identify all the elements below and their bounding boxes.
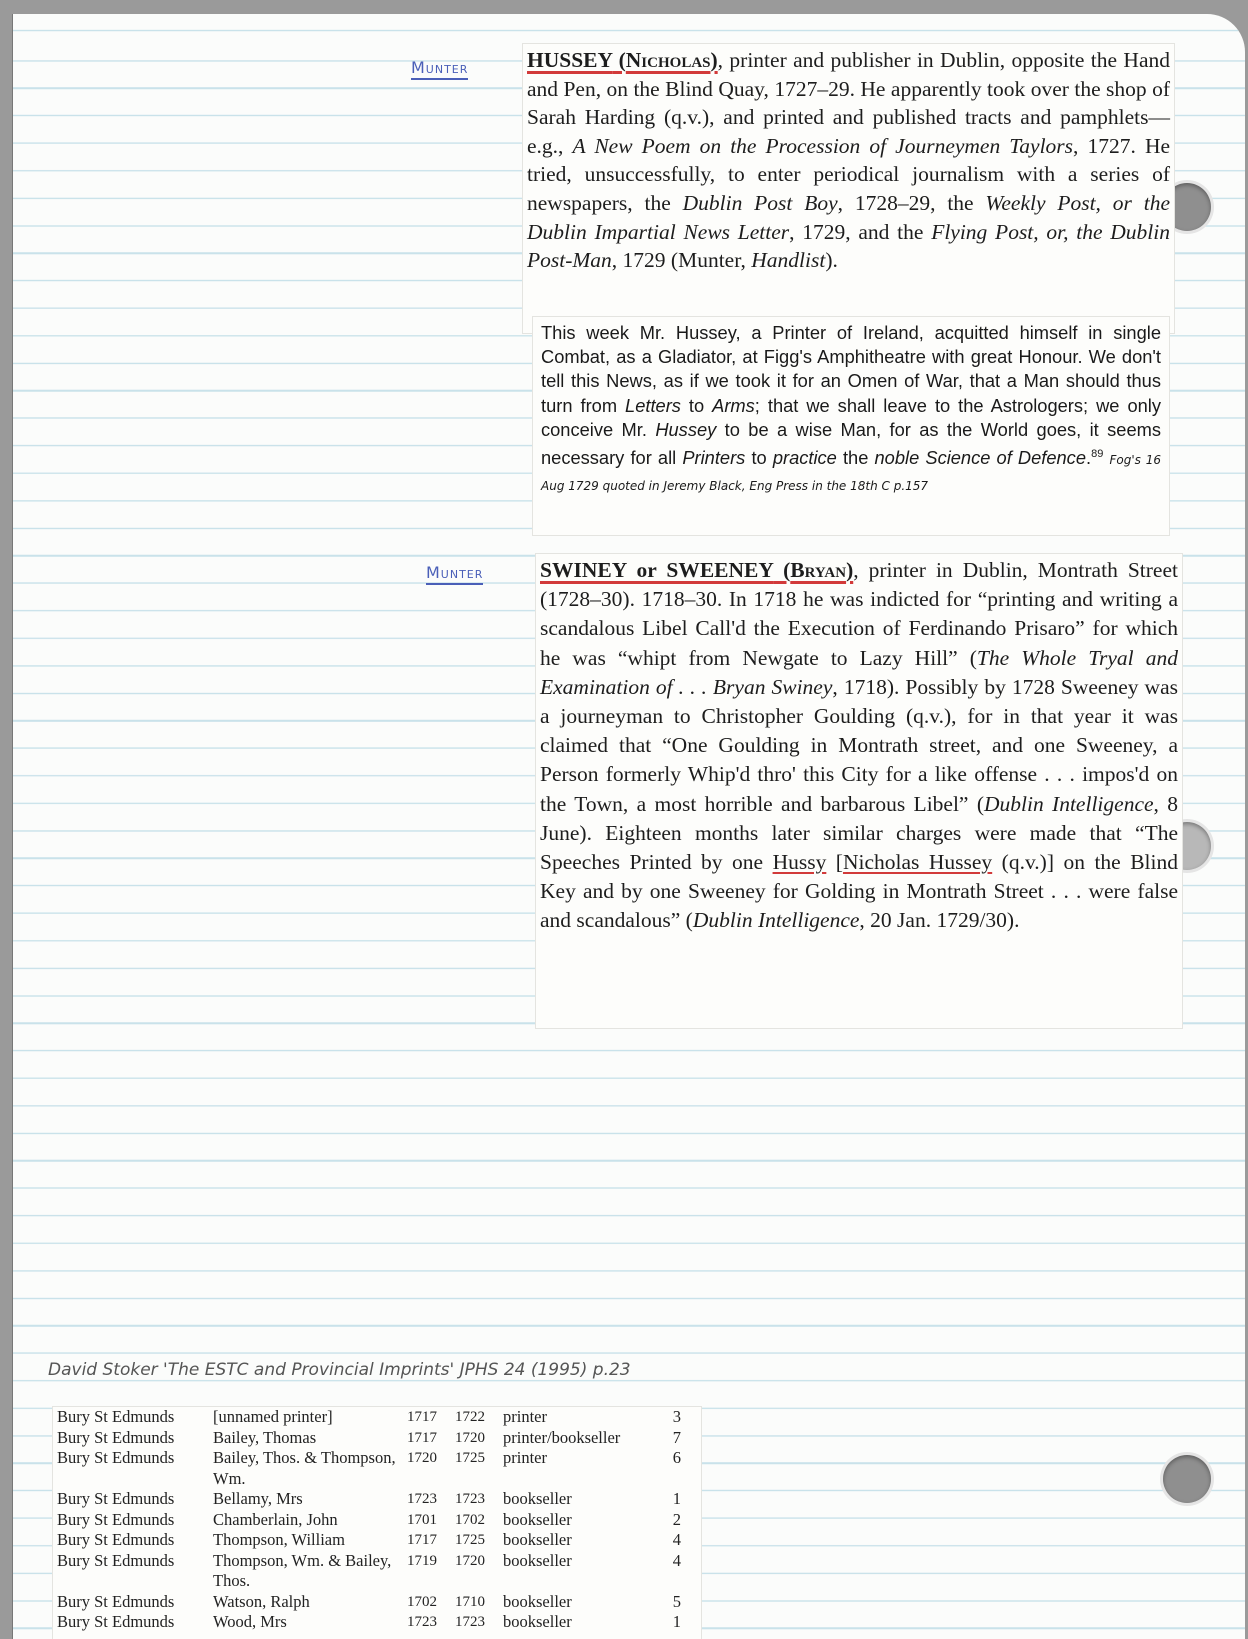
imprint-from: 1723	[407, 1491, 437, 1507]
margin-note-munter-1: Munter	[411, 58, 468, 80]
imprints-table-clipping	[53, 1407, 701, 1639]
imprint-trade: printer/bookseller	[503, 1427, 621, 1447]
imprint-to: 1722	[455, 1409, 485, 1425]
imprint-row	[57, 1592, 687, 1613]
imprint-place: Bury St Edmunds	[57, 1509, 175, 1529]
imprint-from: 1723	[407, 1614, 437, 1630]
imprint-from: 1717	[407, 1409, 437, 1425]
imprint-row	[57, 1612, 687, 1633]
imprint-trade: bookseller	[503, 1612, 572, 1631]
imprint-to: 1720	[455, 1429, 485, 1446]
hussey-entry-clipping	[523, 44, 1174, 333]
gladiator-quote-clipping	[533, 317, 1169, 535]
handwritten-citation: Fog's 16 Aug 1729 quoted in Jeremy Black, Eng Press in the 18th C p.157	[541, 453, 1162, 494]
imprint-from: 1701	[407, 1511, 437, 1528]
imprint-name: Thompson, William	[213, 1530, 345, 1549]
imprint-name: Chamberlain, John	[213, 1509, 338, 1529]
imprint-count: 3	[672, 1407, 681, 1426]
imprint-place: Bury St Edmunds	[57, 1591, 175, 1611]
imprint-from: 1717	[407, 1532, 437, 1548]
imprint-name: Bailey, Thos. & Thompson, Wm.	[213, 1448, 396, 1488]
imprint-count: 4	[672, 1530, 681, 1549]
imprint-place: Bury St Edmunds	[57, 1407, 175, 1426]
imprint-row	[57, 1489, 687, 1510]
imprint-trade: bookseller	[503, 1489, 572, 1508]
imprint-trade: printer	[503, 1448, 547, 1467]
imprint-name: Wood, Mrs	[213, 1612, 287, 1631]
imprint-from: 1717	[407, 1429, 437, 1446]
margin-note-munter-2: Munter	[426, 563, 483, 585]
underlined-hussy: Hussy	[772, 850, 827, 875]
imprint-count: 5	[672, 1591, 681, 1611]
imprint-count: 4	[672, 1550, 681, 1570]
punch-hole-bottom	[1163, 1455, 1211, 1503]
imprint-to: 1725	[455, 1450, 485, 1466]
gladiator-quote-text: This week Mr. Hussey, a Printer of Ireland, acquitted himself in single Combat, as a Gladiator, at Figg's Amphitheatre with great Honour. We don't tell this News, as if we took it for an Omen of War, that a Man should thus turn from Letters to Arms; that we shall leave to the Astrologers; we only conceive Mr. Hussey to be a wise Man, for as the World goes, it seems necessary for all Printers to practice the noble Science of Defence.$^{89}$ Fog's 16 Aug 1729 quoted in Jeremy Black, Eng Press in the 18th C p.157	[541, 322, 1162, 494]
imprint-row	[57, 1428, 687, 1449]
imprint-to: 1723	[455, 1614, 485, 1630]
imprint-place: Bury St Edmunds	[57, 1612, 175, 1631]
hussey-entry-text: HUSSEY (Nicholas), printer and publisher in Dublin, opposite the Hand and Pen, on the Blind Quay, 1727–29. He apparently took over the shop of Sarah Harding (q.v.), and printed and published tracts and pamphlets—e.g., A New Poem on the Procession of Journeymen Taylors, 1727. He tried, unsuccessfully, to enter periodical journalism with a series of newspapers, the Dublin Post Boy, 1728–29, the Weekly Post, or the Dublin Impartial News Letter, 1729, and the Flying Post, or, the Dublin Post-Man, 1729 (Munter, Handlist).	[527, 48, 1171, 273]
imprint-count: 6	[672, 1448, 681, 1467]
stoker-citation: David Stoker 'The ESTC and Provincial Imprints' JPHS 24 (1995) p.23	[48, 1360, 631, 1380]
imprint-name: Bailey, Thomas	[213, 1427, 317, 1447]
imprint-trade: bookseller	[503, 1591, 572, 1611]
imprint-place: Bury St Edmunds	[57, 1489, 175, 1508]
imprint-from: 1702	[407, 1593, 437, 1610]
imprint-row	[57, 1551, 687, 1592]
imprint-trade: printer	[503, 1407, 547, 1426]
underlined-nicholas-hussey: Nicholas Hussey	[842, 850, 993, 875]
imprint-count: 2	[672, 1509, 681, 1529]
imprint-to: 1723	[455, 1491, 485, 1507]
imprint-row	[57, 1530, 687, 1551]
swiney-heading: SWINEY or SWEENEY (Bryan)	[540, 558, 854, 582]
imprint-to: 1702	[455, 1511, 485, 1528]
notebook-page	[12, 14, 1245, 1639]
imprint-count: 7	[672, 1427, 681, 1447]
hussey-heading: HUSSEY (Nicholas)	[527, 48, 718, 72]
imprint-to: 1720	[455, 1552, 485, 1569]
imprint-place: Bury St Edmunds	[57, 1550, 175, 1570]
imprint-trade: bookseller	[503, 1530, 572, 1549]
imprint-trade: bookseller	[503, 1550, 572, 1570]
imprint-place: Bury St Edmunds	[57, 1448, 175, 1467]
swiney-entry-text: SWINEY or SWEENEY (Bryan), printer in Dublin, Montrath Street (1728–30). 1718–30. In 1718 he was indicted for “printing and writing a scandalous Libel Call'd the Execution of Ferdinando Prisaro” for which he was “whipt from Newgate to Lazy Hill” (The Whole Tryal and Examination of . . . Bryan Swiney, 1718). Possibly by 1728 Sweeney was a journeyman to Christopher Goulding (q.v.), for in that year it was claimed that “One Goulding in Montrath street, and one Sweeney, a Person formerly Whip'd thro' this City for a like offense . . . impos'd on the Town, a most horrible and barbarous Libel” (Dublin Intelligence, 8 June). Eighteen months later similar charges were made that “The Speeches Printed by one Hussy [Nicholas Hussey (q.v.)] on the Blind Key and by one Sweeney for Golding in Montrath Street . . . were false and scandalous” (Dublin Intelligence, 20 Jan. 1729/30).	[540, 558, 1179, 933]
imprints-table	[57, 1407, 687, 1633]
imprint-name: Bellamy, Mrs	[213, 1489, 303, 1508]
imprint-name: Thompson, Wm. & Bailey, Thos.	[213, 1550, 392, 1590]
imprint-row	[57, 1510, 687, 1531]
imprint-to: 1710	[455, 1593, 485, 1610]
imprint-place: Bury St Edmunds	[57, 1530, 175, 1549]
imprint-trade: bookseller	[503, 1509, 572, 1529]
imprint-from: 1719	[407, 1552, 437, 1569]
imprint-from: 1720	[407, 1450, 437, 1466]
imprint-to: 1725	[455, 1532, 485, 1548]
imprint-name: Watson, Ralph	[213, 1591, 310, 1611]
footnote-marker: 89	[1091, 448, 1104, 461]
imprint-row	[57, 1407, 687, 1428]
imprint-count: 1	[672, 1489, 681, 1508]
imprint-count: 1	[672, 1612, 681, 1631]
swiney-entry-clipping	[536, 554, 1182, 1028]
imprint-name: [unnamed printer]	[213, 1407, 333, 1426]
imprint-place: Bury St Edmunds	[57, 1427, 175, 1447]
imprint-row	[57, 1448, 687, 1489]
